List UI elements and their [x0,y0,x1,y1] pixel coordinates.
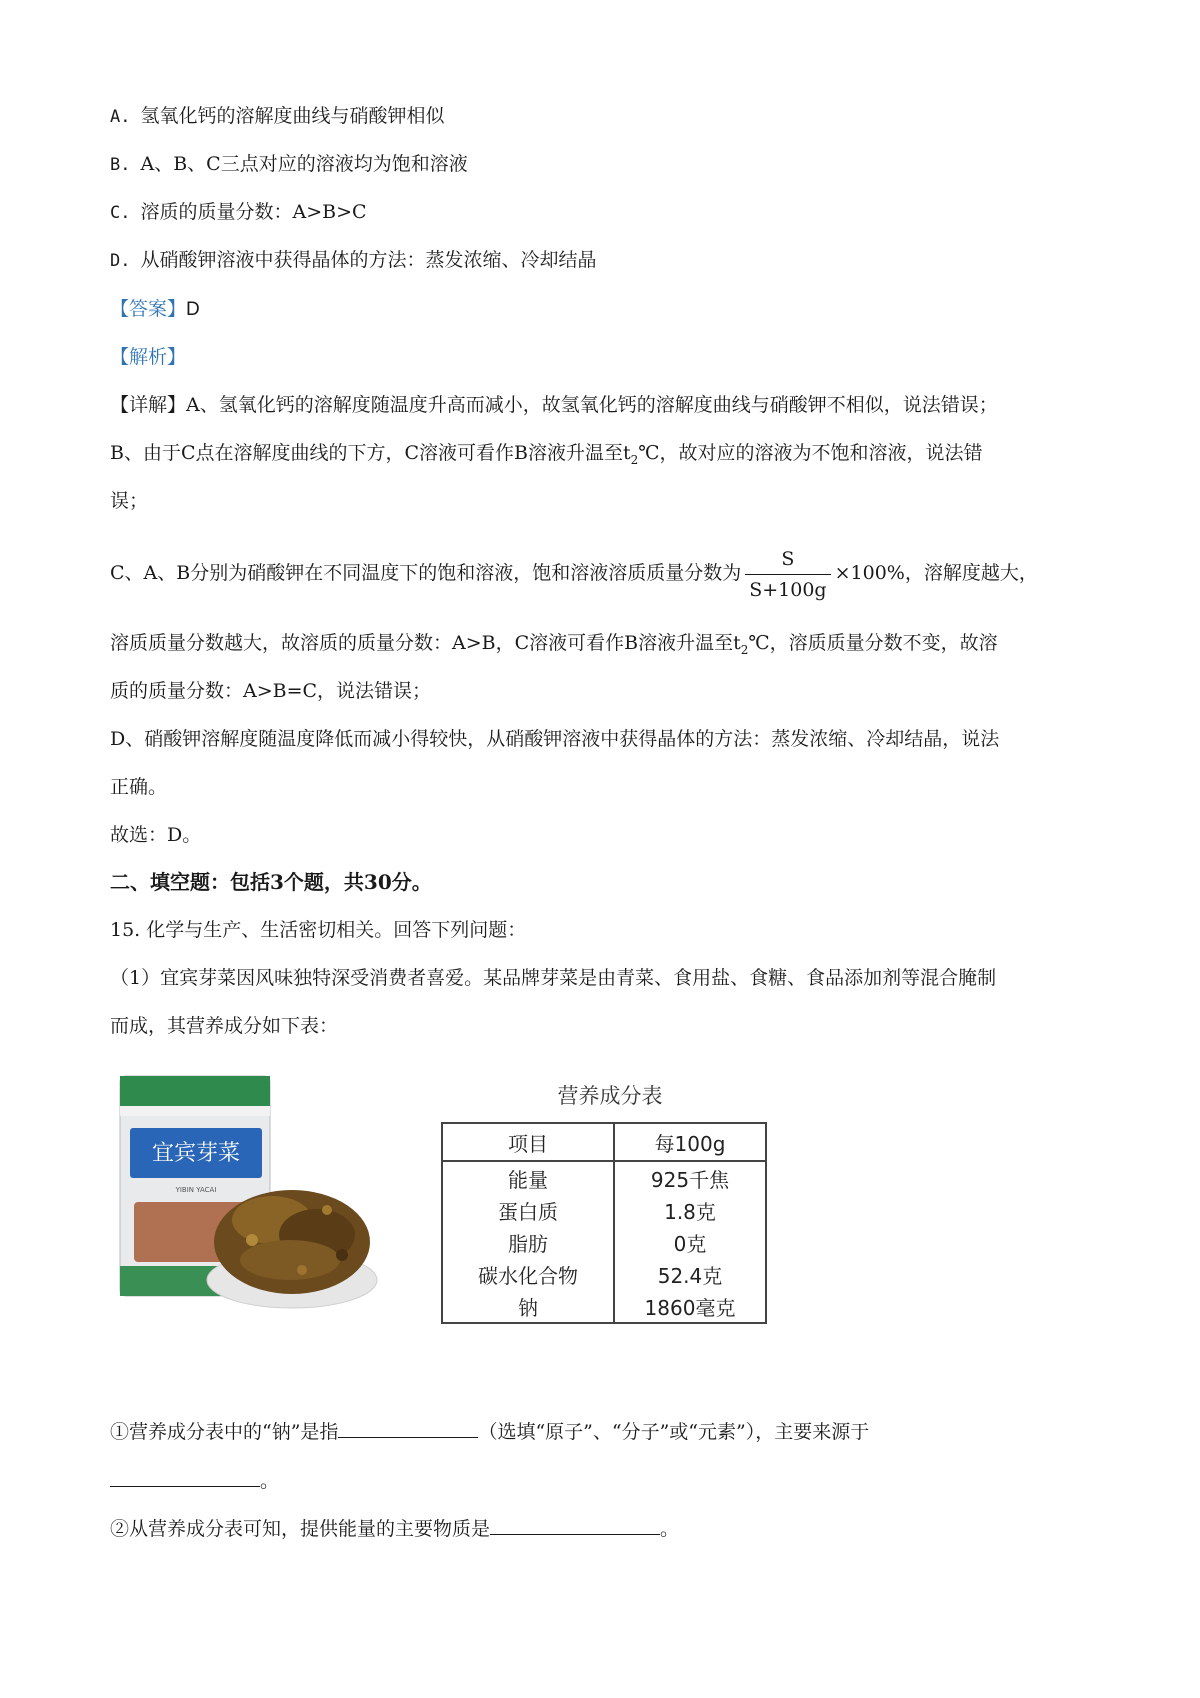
question-stem: 15. 化学与生产、生活密切相关。回答下列问题： [110,919,527,941]
detail-line-5 [110,630,998,663]
table-header-row [442,1123,766,1161]
detail-text: C、A、B分别为硝酸钾在不同温度下的饱和溶液，饱和溶液溶质质量分数为 [110,562,742,584]
option-letter: A. [110,107,131,127]
table-row [442,1258,766,1290]
table-header-cell: 项目 [442,1123,614,1161]
nutrition-table [441,1122,767,1324]
option-text: 溶质的质量分数：A>B>C [140,201,367,223]
option-text: 氢氧化钙的溶解度曲线与硝酸钾相似 [140,105,445,127]
sub-question-text: ②从营养成分表可知，提供能量的主要物质是 [110,1518,491,1540]
analysis-label: 【解析】 [110,346,187,368]
answer-blank[interactable] [338,1417,478,1438]
answer-line [110,296,200,323]
detail-line-3: 误； [110,490,149,512]
question-paragraph-1: （1）宜宾芽菜因风味独特深受消费者喜爱。某品牌芽菜是由青菜、食用盐、食糖、食品添加剂等混合腌制 [110,967,997,989]
sub-question-1 [110,1417,869,1445]
table-row [442,1290,766,1323]
option-letter: D. [110,251,131,271]
detail-text: ℃，故对应的溶液为不饱和溶液，说法错 [638,442,983,464]
answer-blank[interactable] [110,1466,260,1487]
option-text: A、B、C三点对应的溶液均为饱和溶液 [140,153,468,175]
subscript: 2 [630,452,639,467]
detail-line-2 [110,440,983,473]
sub-question-1-cont [110,1466,279,1494]
table-cell: 925千焦 [650,1167,730,1192]
table-row [442,1161,766,1194]
table-cell: 1.8克 [664,1199,716,1224]
table-row [442,1194,766,1226]
fraction-denominator: S+100g [749,578,827,601]
question-paragraph-2: 而成，其营养成分如下表： [110,1015,339,1037]
sub-question-2 [110,1514,679,1542]
detail-text: B、由于C点在溶解度曲线的下方，C溶液可看作B溶液升温至t [110,442,631,464]
detail-line-1: 【详解】A、氢氧化钙的溶解度随温度升高而减小，故氢氧化钙的溶解度曲线与硝酸钾不相似，说法错误； [110,394,998,416]
subscript: 2 [740,642,749,657]
table-row [442,1226,766,1258]
option-c [110,199,367,226]
answer-blank[interactable] [490,1514,660,1535]
nutrition-table-title: 营养成分表 [557,1084,663,1108]
table-header-cell: 每100g [614,1123,766,1161]
option-b [110,151,468,178]
detail-text: ×100%，溶解度越大， [834,562,1038,584]
product-pinyin-text: YIBIN YACAI [175,1186,217,1194]
answer-value: D [186,299,200,320]
option-d [110,247,597,274]
table-cell: 脂肪 [442,1226,614,1258]
sub-question-text: 。 [660,1518,680,1540]
option-a [110,103,445,130]
fraction-numerator: S [745,548,830,575]
section-heading: 二、填空题：包括3个题，共30分。 [110,870,432,894]
detail-line-4 [110,543,1038,603]
option-letter: B. [110,155,131,175]
table-cell: 能量 [442,1161,614,1194]
detail-line-6: 质的质量分数：A>B=C，说法错误； [110,680,432,702]
detail-text: 溶质质量分数越大，故溶质的质量分数：A>B，C溶液可看作B溶液升温至t [110,632,741,654]
option-letter: C. [110,203,131,223]
product-image [112,1070,382,1315]
product-brand-text: 宜宾芽菜 [151,1141,241,1166]
detail-line-8: 正确。 [110,776,168,798]
table-cell: 蛋白质 [442,1194,614,1226]
table-cell: 钠 [442,1290,614,1323]
sub-question-text: 。 [260,1470,280,1492]
detail-line-9: 故选：D。 [110,824,202,846]
table-cell: 1860毫克 [644,1295,736,1320]
table-cell: 52.4克 [657,1263,723,1288]
table-cell: 碳水化合物 [442,1258,614,1290]
sub-question-text: ①营养成分表中的“钠”是指 [110,1421,339,1443]
fraction [745,548,830,601]
detail-line-7: D、硝酸钾溶解度随温度降低而减小得较快，从硝酸钾溶液中获得晶体的方法：蒸发浓缩、冷却结晶，说法 [110,728,1000,750]
option-text: 从硝酸钾溶液中获得晶体的方法：蒸发浓缩、冷却结晶 [140,249,597,271]
detail-text: ℃，溶质质量分数不变，故溶 [748,632,998,654]
sub-question-text: （选填“原子”、“分子”或“元素”），主要来源于 [478,1421,870,1443]
answer-label: 【答案】 [110,298,187,320]
table-cell: 0克 [673,1231,707,1256]
